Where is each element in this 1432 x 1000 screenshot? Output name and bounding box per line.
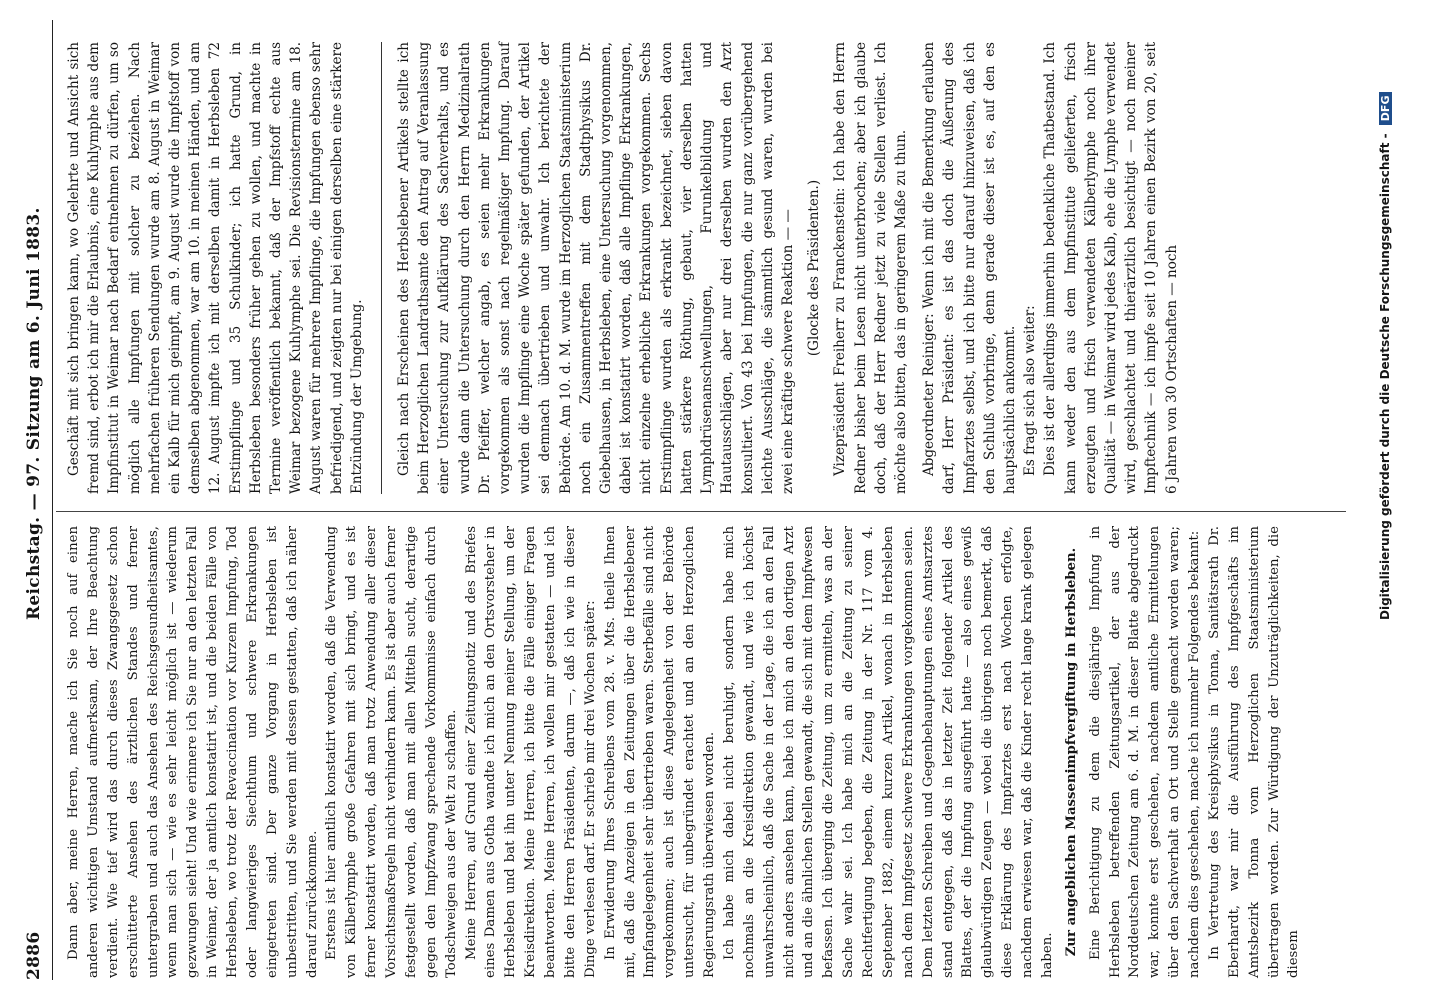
paragraph: In Vertretung des Kreisphysikus in Tonna, Sanitätsrath Dr. Eberhardt, war mir die Ausführung des Impfgeschäfts im Amtsbezirk Tonna vom Herzoglichen Staatsministerium übertragen worden. Zur Würdigung der Unzuträglichkeiten, die diesem [1206, 526, 1302, 978]
spacer [911, 42, 919, 494]
page-header [18, 30, 52, 980]
paragraph: Meine Herren, auf Grund einer Zeitungsnotiz und des Briefes eines Damen aus Gotha wandte ich mich an den Ortsvorsteher in Herbsleben und bat ihn unter Nennung meiner Stellung, um der Kreisdirektion. Meine Herren, ich bitte die Fälle einiger Fragen beantworten. Meine Herren, ich wollen mir gestatten — und ich bitte den Herren Präsidenten, darum —, daß ich wie in dieser Dinge verlesen darf. Er schrieb mir drei Wochen später: [463, 526, 598, 978]
left-column [64, 526, 1304, 978]
section-divider [381, 42, 382, 494]
paragraph: Dann aber, meine Herren, mache ich Sie noch auf einen anderen wichtigen Umstand aufmerksam, der Ihre Beachtung verdient. Wie tief wird das durch dieses Zwangsgesetz schon erschütterte Ansehen des ärztlichen Standes und ferner untergraben und auch das Ansehen des Reichsgesundheitsamtes, wenn man sich — wie es sehr leicht möglich ist — wiederum gezwungen sieht! Und wie erinnere ich Sie nur an den letzten Fall in Weimar, der ja amtlich konstatirt ist, und die beiden Fälle von Herbsleben, wo trotz der Revaccination vor Kurzem Impfung, Tod oder langwieriges Siechthum und schwere Erkrankungen eingetreten sind. Der ganze Vorgang in Herbsleben ist unbestritten, und Sie werden mit dessen gestatten, daß ich näher darauf zurückkomme. [66, 526, 320, 978]
column-divider [56, 511, 1346, 512]
right-column [64, 42, 1182, 494]
stage-direction: (Glocke des Präsidenten.) [806, 179, 823, 357]
paragraph: Gleich nach Erscheinen des Herbslebener Artikels stellte ich beim Herzoglichen Landrathsamte den Antrag auf Veranlassung einer Untersuchung zur Aufklärung des Sachverhalts, und es wurde dann die Untersuchung durch den Herrn Medizinalrath Dr. Pfeiffer, welcher angab, es seien mehr Erkrankungen vorgekommen als sonst nach regelmäßiger Impfung. Darauf wurden die Impflinge eine Woche später gefunden, der Artikel sei demnach übertrieben und unwahr. Ich berichtete der Behörde. Am 10. d. M. wurde im Herzoglichen Staatsministerium noch ein Zusammentreffen mit dem Stadtphysikus Dr. Giebelhausen, in Herbsleben, eine Untersuchung vorgenommen, dabei ist konstatirt worden, daß alle Impflinge Erkrankungen, nicht einzelne erhebliche Erkrankungen vorgekommen. Sechs Erstimpflinge wurden als erkrankt bezeichnet, sieben davon hatten stärkere Röthung, gebaut, vier derselben hatten Lymphdrüsenanschwellungen, Furunkelbildung und Hautausschlägen, aber nur drei derselben wurden den Arzt konsultiert. Von 43 bei Impfungen, die nur ganz vorübergehend leichte Ausschläge, die sämmtlich gesund waren, wurden bei zwei eine kräftige schwere Reaktion — — [396, 42, 796, 494]
speaker-paragraph: Abgeordneter Reiniger: Wenn ich mit die Bemerkung erlauben darf, Herr Präsident: es ist das doch die Äußerung des Impfarztes selbst, und ich bitte nur darauf hinzuweisen, daß ich den Schluß vorbringe, denn gerade dieser ist es, auf den es hauptsächlich ankommt. [921, 42, 1018, 494]
footer-text: Digitalisierung gefördert durch die Deutsche Forschungsgemeinschaft - [1378, 133, 1392, 620]
paragraph: Geschäft mit sich bringen kann, wo Gelehrte und Ansicht sich fremd sind, erbot ich mir die Erlaubnis, eine Kuhlymphe aus dem Impfinstitut in Weimar nach Bedarf entnehmen zu dürfen, um so möglich alle Impfungen mit solcher zu beziehen. Nach mehrfachen früheren Sendungen wurde am 8. August in Weimar ein Kalb für mich geimpft, am 9. August wurde die Impfstoff von demselben abgenommen, war am 10. in meinen Händen, und am 12. August impfte ich mit derselben damit in Herbsleben 72 Erstimpflinge und 35 Schulkinder; ich hatte Grund, in Herbsleben besonders früher gehen zu wollen, und machte in Termine veröffentlich bekannt, daß der Impfstoff echte aus Weimar bezogene Kuhlymphe sei. Die Revisionstermine am 18. August waren für mehrere Impflinge, die Impfungen ebenso sehr befriedigend, und zeigten nur bei einigen derselben eine stärkere Entzündung der Umgebung. [66, 42, 365, 494]
paragraph: Dies ist der allerdings immerhin bedenkliche Thatbestand. Ich kann weder den aus dem Impfinstitute gelieferten, frisch erzeugten und frisch verwendeten Kälberlymphe noch ihrer Qualität — in Weimar wird jedes Kalb, ehe die Lymphe verwendet wird, geschlachtet und thierärztlich besichtigt — noch meiner Impftechnik — ich impfe seit 10 Jahren einen Bezirk von 20, seit 6 Jahren von 30 Ortschaften — noch [1042, 42, 1180, 494]
paragraph: Erstens ist hier amtlich konstatirt worden, daß die Verwendung von Kälberlymphe große Gefahren mit sich bringt, und es ist ferner konstatirt worden, daß man trotz Anwendung aller dieser Vorsichtsmaßregeln nicht verhindern kann. Es ist aber auch ferner festgestellt worden, daß man mit allen Mitteln sucht, derartige gegen den Impfzwang sprechende Vorkommnisse einfach durch Todschweigen aus der Welt zu schaffen. [324, 526, 459, 978]
speaker-paragraph: Vizepräsident Freiherr zu Franckenstein: Ich habe den Herrn Redner bisher beim Lesen nicht unterbrochen; aber ich glaube doch, daß der Herr Redner jetzt zu viele Stellen verliest. Ich möchte also bitten, das in geringerem Maße zu thun. [832, 42, 909, 494]
digitization-footer [1378, 10, 1402, 620]
page-number: 2886 [24, 931, 44, 980]
paragraph: Eine Berichtigung zu dem die diesjährige Impfung in Herbsleben betreffenden Zeitungsartikel, der aus der Norddeutschen Zeitung am 6. d. M. in dieser Blatte abgedruckt war, konnte erst geschehen, nachdem amtliche Ermittelungen über den Sachverhalt an Ort und Stelle gemacht worden waren; nachdem dies geschehen, mache ich nunmehr Folgendes bekannt: [1087, 526, 1202, 978]
quoted-paragraph: In Erwiderung Ihres Schreibens vom 28. v. Mts. theile Ihnen mit, daß die Anzeigen in den Zeitungen über die Herbslebener Impfangelegenheit sehr übertrieben waren. Sterbefälle sind nicht vorgekommen; auch ist diese Angelegenheit von der Behörde untersucht, für unbegründet erachtet und an den Herzoglichen Regierungsrath überwiesen worden. [602, 526, 717, 978]
section-heading: Zur angeblichen Massenimpfvergiftung in Herbsleben. [1063, 547, 1079, 957]
header-rule [52, 20, 53, 980]
page-title: Reichstag. — 97. Sitzung am 6. Juni 1883. [24, 207, 44, 620]
paragraph: Ich habe mich dabei nicht beruhigt, sondern habe mich nochmals an die Kreisdirektion gewandt, und wie ich höchst unwahrscheinlich, daß die Sache in der Lage, die ich an den Fall nicht anders ansehen kann, habe ich mich an den dortigen Arzt und an die ähnlichen Stellen gewandt, die sich mit dem Impfwesen befassen. Ich überging die Zeitung, um zu ermitteln, was an der Sache wahr sei. Ich habe mich an die Zeitung zu seiner Rechtfertigung begeben, die Zeitung in der Nr. 117 vom 4. September 1882, einem kurzen Artikel, wonach in Herbsleben nach dem Impfgesetz schwere Erkrankungen vorgekommen seien. Dem letzten Schreiben und Gegenbehauptungen eines Amtsarztes stand entgegen, daß das in letzter Zeit folgender Artikel des Blattes, der die Impfung ausgeführt hatte — also eines gewiß glaubwürdigen Zeugen — wobei die übrigens noch bemerkt, daß diese Erklärung des Impfarztes erst nach Wochen erfolgte, nachdem erwiesen war, daß die Kinder recht lange krank gelegen haben. [721, 526, 1055, 978]
paragraph: Es fragt sich also weiter: [1022, 305, 1039, 476]
dfg-logo-badge: DFG [1379, 92, 1392, 126]
